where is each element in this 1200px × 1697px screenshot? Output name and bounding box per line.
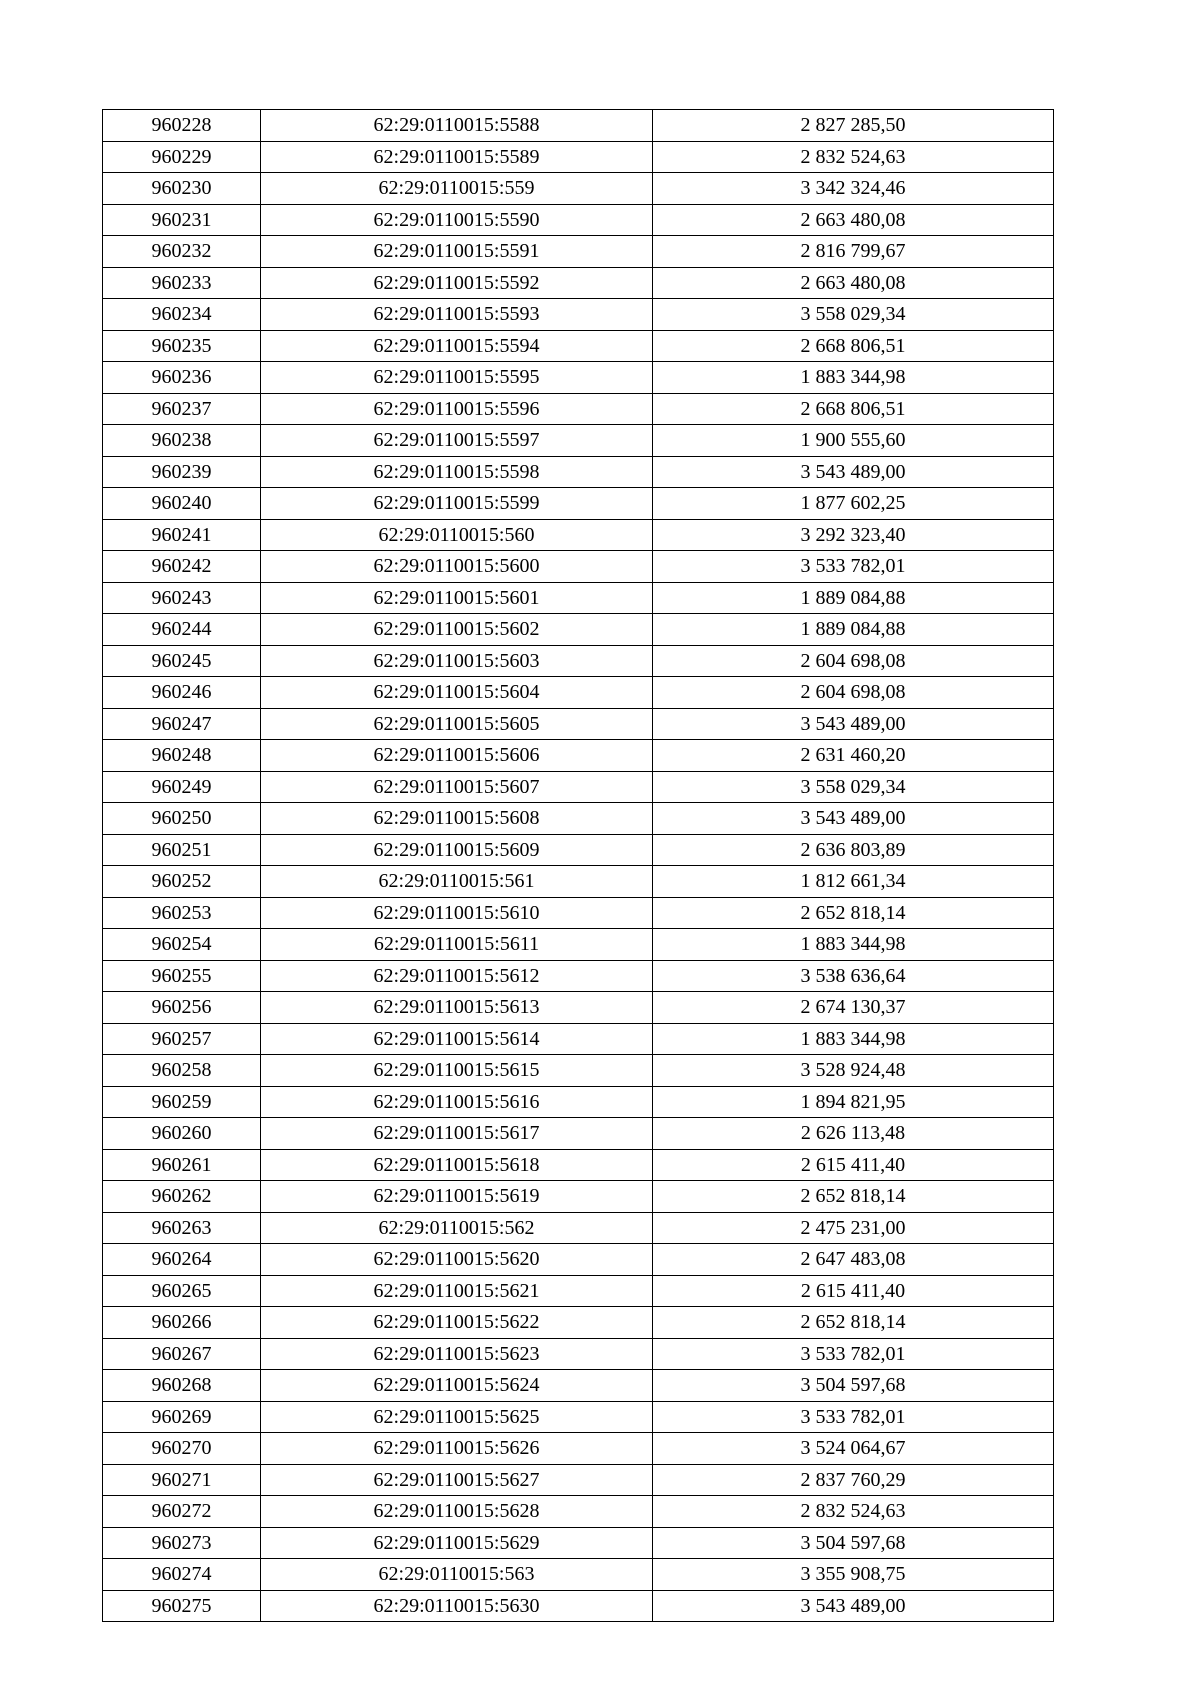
cadastral-number-cell: 62:29:0110015:5614	[261, 1023, 653, 1055]
table-row	[103, 1055, 1054, 1087]
cadastral-number-cell: 62:29:0110015:5602	[261, 614, 653, 646]
table-row	[103, 1275, 1054, 1307]
cadastral-value-cell: 3 355 908,75	[653, 1559, 1054, 1591]
cadastral-number-cell: 62:29:0110015:5589	[261, 141, 653, 173]
row-number-cell: 960266	[103, 1307, 261, 1339]
table-row	[103, 1370, 1054, 1402]
cadastral-value-cell: 2 615 411,40	[653, 1149, 1054, 1181]
cadastral-number-cell: 62:29:0110015:5604	[261, 677, 653, 709]
cadastral-number-cell: 62:29:0110015:5593	[261, 299, 653, 331]
table-row	[103, 141, 1054, 173]
cadastral-value-cell: 3 543 489,00	[653, 708, 1054, 740]
cadastral-value-cell: 2 663 480,08	[653, 204, 1054, 236]
cadastral-value-cell: 2 475 231,00	[653, 1212, 1054, 1244]
cadastral-value-cell: 1 883 344,98	[653, 362, 1054, 394]
table-row	[103, 1244, 1054, 1276]
cadastral-value-cell: 2 647 483,08	[653, 1244, 1054, 1276]
cadastral-number-cell: 62:29:0110015:5608	[261, 803, 653, 835]
cadastral-value-cell: 2 668 806,51	[653, 330, 1054, 362]
cadastral-number-cell: 62:29:0110015:559	[261, 173, 653, 205]
cadastral-number-cell: 62:29:0110015:5621	[261, 1275, 653, 1307]
table-row	[103, 1433, 1054, 1465]
table-row	[103, 897, 1054, 929]
table-row	[103, 929, 1054, 961]
table-row	[103, 393, 1054, 425]
cadastral-value-cell: 3 543 489,00	[653, 803, 1054, 835]
cadastral-number-cell: 62:29:0110015:5607	[261, 771, 653, 803]
cadastral-number-cell: 62:29:0110015:5616	[261, 1086, 653, 1118]
cadastral-number-cell: 62:29:0110015:5615	[261, 1055, 653, 1087]
cadastral-value-cell: 1 883 344,98	[653, 1023, 1054, 1055]
row-number-cell: 960273	[103, 1527, 261, 1559]
cadastral-number-cell: 62:29:0110015:5612	[261, 960, 653, 992]
cadastral-value-cell: 3 558 029,34	[653, 771, 1054, 803]
cadastral-number-cell: 62:29:0110015:561	[261, 866, 653, 898]
cadastral-number-cell: 62:29:0110015:5628	[261, 1496, 653, 1528]
cadastral-number-cell: 62:29:0110015:5601	[261, 582, 653, 614]
cadastral-value-cell: 3 558 029,34	[653, 299, 1054, 331]
row-number-cell: 960275	[103, 1590, 261, 1622]
table-row	[103, 992, 1054, 1024]
cadastral-value-cell: 2 668 806,51	[653, 393, 1054, 425]
row-number-cell: 960268	[103, 1370, 261, 1402]
cadastral-number-cell: 62:29:0110015:5622	[261, 1307, 653, 1339]
cadastral-value-cell: 2 636 803,89	[653, 834, 1054, 866]
cadastral-value-cell: 2 631 460,20	[653, 740, 1054, 772]
cadastral-value-cell: 3 538 636,64	[653, 960, 1054, 992]
table-row	[103, 614, 1054, 646]
cadastral-number-cell: 62:29:0110015:5630	[261, 1590, 653, 1622]
row-number-cell: 960274	[103, 1559, 261, 1591]
row-number-cell: 960245	[103, 645, 261, 677]
table-row	[103, 1307, 1054, 1339]
cadastral-number-cell: 62:29:0110015:5618	[261, 1149, 653, 1181]
cadastral-number-cell: 62:29:0110015:5617	[261, 1118, 653, 1150]
table-row	[103, 1086, 1054, 1118]
row-number-cell: 960258	[103, 1055, 261, 1087]
row-number-cell: 960240	[103, 488, 261, 520]
row-number-cell: 960253	[103, 897, 261, 929]
row-number-cell: 960259	[103, 1086, 261, 1118]
cadastral-number-cell: 62:29:0110015:5605	[261, 708, 653, 740]
cadastral-number-cell: 62:29:0110015:5597	[261, 425, 653, 457]
row-number-cell: 960267	[103, 1338, 261, 1370]
cadastral-number-cell: 62:29:0110015:5606	[261, 740, 653, 772]
table-row	[103, 362, 1054, 394]
row-number-cell: 960244	[103, 614, 261, 646]
cadastral-number-cell: 62:29:0110015:5594	[261, 330, 653, 362]
row-number-cell: 960237	[103, 393, 261, 425]
cadastral-number-cell: 62:29:0110015:562	[261, 1212, 653, 1244]
cadastral-number-cell: 62:29:0110015:5609	[261, 834, 653, 866]
cadastral-number-cell: 62:29:0110015:5598	[261, 456, 653, 488]
row-number-cell: 960261	[103, 1149, 261, 1181]
cadastral-value-cell: 3 533 782,01	[653, 1401, 1054, 1433]
row-number-cell: 960233	[103, 267, 261, 299]
row-number-cell: 960257	[103, 1023, 261, 1055]
table-row	[103, 1118, 1054, 1150]
row-number-cell: 960250	[103, 803, 261, 835]
cadastral-value-cell: 2 827 285,50	[653, 110, 1054, 142]
table-row	[103, 330, 1054, 362]
row-number-cell: 960242	[103, 551, 261, 583]
row-number-cell: 960256	[103, 992, 261, 1024]
cadastral-value-cell: 2 652 818,14	[653, 1181, 1054, 1213]
row-number-cell: 960255	[103, 960, 261, 992]
table-row	[103, 1590, 1054, 1622]
cadastral-number-cell: 62:29:0110015:5588	[261, 110, 653, 142]
cadastral-number-cell: 62:29:0110015:5600	[261, 551, 653, 583]
row-number-cell: 960260	[103, 1118, 261, 1150]
row-number-cell: 960234	[103, 299, 261, 331]
cadastral-value-cell: 1 889 084,88	[653, 614, 1054, 646]
table-row	[103, 1464, 1054, 1496]
row-number-cell: 960265	[103, 1275, 261, 1307]
table-row	[103, 803, 1054, 835]
row-number-cell: 960272	[103, 1496, 261, 1528]
row-number-cell: 960235	[103, 330, 261, 362]
row-number-cell: 960228	[103, 110, 261, 142]
table-row	[103, 1401, 1054, 1433]
cadastral-number-cell: 62:29:0110015:5603	[261, 645, 653, 677]
row-number-cell: 960236	[103, 362, 261, 394]
cadastral-number-cell: 62:29:0110015:5610	[261, 897, 653, 929]
cadastral-value-cell: 1 889 084,88	[653, 582, 1054, 614]
cadastral-number-cell: 62:29:0110015:5626	[261, 1433, 653, 1465]
table-row	[103, 866, 1054, 898]
cadastral-value-cell: 2 652 818,14	[653, 897, 1054, 929]
cadastral-value-cell: 3 533 782,01	[653, 1338, 1054, 1370]
cadastral-number-cell: 62:29:0110015:5623	[261, 1338, 653, 1370]
table-row	[103, 488, 1054, 520]
cadastral-value-cell: 2 604 698,08	[653, 645, 1054, 677]
row-number-cell: 960229	[103, 141, 261, 173]
row-number-cell: 960239	[103, 456, 261, 488]
cadastral-value-cell: 2 674 130,37	[653, 992, 1054, 1024]
row-number-cell: 960248	[103, 740, 261, 772]
cadastral-value-cell: 2 832 524,63	[653, 141, 1054, 173]
cadastral-number-cell: 62:29:0110015:5599	[261, 488, 653, 520]
cadastral-number-cell: 62:29:0110015:560	[261, 519, 653, 551]
table-row	[103, 1338, 1054, 1370]
cadastral-number-cell: 62:29:0110015:5592	[261, 267, 653, 299]
table-row	[103, 425, 1054, 457]
table-row	[103, 110, 1054, 142]
cadastral-value-cell: 3 504 597,68	[653, 1527, 1054, 1559]
cadastral-value-cell: 2 663 480,08	[653, 267, 1054, 299]
table-row	[103, 173, 1054, 205]
row-number-cell: 960251	[103, 834, 261, 866]
table-row	[103, 582, 1054, 614]
cadastral-value-cell: 3 524 064,67	[653, 1433, 1054, 1465]
table-row	[103, 771, 1054, 803]
table-row	[103, 456, 1054, 488]
table-row	[103, 1496, 1054, 1528]
table-row	[103, 1527, 1054, 1559]
row-number-cell: 960231	[103, 204, 261, 236]
row-number-cell: 960270	[103, 1433, 261, 1465]
table-body	[103, 110, 1054, 1622]
row-number-cell: 960249	[103, 771, 261, 803]
table-row	[103, 1181, 1054, 1213]
cadastral-number-cell: 62:29:0110015:5591	[261, 236, 653, 268]
table-row	[103, 1559, 1054, 1591]
cadastral-number-cell: 62:29:0110015:5620	[261, 1244, 653, 1276]
table-row	[103, 1149, 1054, 1181]
row-number-cell: 960264	[103, 1244, 261, 1276]
cadastral-value-cell: 2 837 760,29	[653, 1464, 1054, 1496]
cadastral-value-cell: 2 615 411,40	[653, 1275, 1054, 1307]
row-number-cell: 960241	[103, 519, 261, 551]
cadastral-value-cell: 2 652 818,14	[653, 1307, 1054, 1339]
row-number-cell: 960252	[103, 866, 261, 898]
table-row	[103, 299, 1054, 331]
cadastral-value-cell: 3 292 323,40	[653, 519, 1054, 551]
table-row	[103, 236, 1054, 268]
cadastral-value-cell: 1 883 344,98	[653, 929, 1054, 961]
cadastral-number-cell: 62:29:0110015:5619	[261, 1181, 653, 1213]
table-row	[103, 740, 1054, 772]
table-row	[103, 267, 1054, 299]
cadastral-value-cell: 3 543 489,00	[653, 1590, 1054, 1622]
cadastral-number-cell: 62:29:0110015:5629	[261, 1527, 653, 1559]
row-number-cell: 960246	[103, 677, 261, 709]
table-row	[103, 551, 1054, 583]
cadastral-value-cell: 3 342 324,46	[653, 173, 1054, 205]
cadastral-value-cell: 1 877 602,25	[653, 488, 1054, 520]
row-number-cell: 960247	[103, 708, 261, 740]
cadastral-value-cell: 2 816 799,67	[653, 236, 1054, 268]
cadastral-number-cell: 62:29:0110015:5595	[261, 362, 653, 394]
row-number-cell: 960238	[103, 425, 261, 457]
row-number-cell: 960269	[103, 1401, 261, 1433]
table-row	[103, 1212, 1054, 1244]
cadastral-number-cell: 62:29:0110015:5613	[261, 992, 653, 1024]
row-number-cell: 960262	[103, 1181, 261, 1213]
cadastral-value-table	[102, 109, 1054, 1622]
cadastral-number-cell: 62:29:0110015:5627	[261, 1464, 653, 1496]
cadastral-value-cell: 1 812 661,34	[653, 866, 1054, 898]
cadastral-value-cell: 3 543 489,00	[653, 456, 1054, 488]
cadastral-value-cell: 1 900 555,60	[653, 425, 1054, 457]
table-row	[103, 645, 1054, 677]
cadastral-value-cell: 2 604 698,08	[653, 677, 1054, 709]
row-number-cell: 960263	[103, 1212, 261, 1244]
table-row	[103, 708, 1054, 740]
row-number-cell: 960232	[103, 236, 261, 268]
table-row	[103, 519, 1054, 551]
cadastral-value-cell: 2 626 113,48	[653, 1118, 1054, 1150]
cadastral-number-cell: 62:29:0110015:5590	[261, 204, 653, 236]
table-row	[103, 1023, 1054, 1055]
cadastral-value-cell: 3 528 924,48	[653, 1055, 1054, 1087]
cadastral-number-cell: 62:29:0110015:5596	[261, 393, 653, 425]
cadastral-number-cell: 62:29:0110015:563	[261, 1559, 653, 1591]
row-number-cell: 960254	[103, 929, 261, 961]
cadastral-value-cell: 3 504 597,68	[653, 1370, 1054, 1402]
table-row	[103, 960, 1054, 992]
row-number-cell: 960271	[103, 1464, 261, 1496]
cadastral-value-cell: 1 894 821,95	[653, 1086, 1054, 1118]
table-row	[103, 677, 1054, 709]
table-row	[103, 834, 1054, 866]
cadastral-value-cell: 2 832 524,63	[653, 1496, 1054, 1528]
cadastral-number-cell: 62:29:0110015:5625	[261, 1401, 653, 1433]
row-number-cell: 960243	[103, 582, 261, 614]
row-number-cell: 960230	[103, 173, 261, 205]
cadastral-number-cell: 62:29:0110015:5611	[261, 929, 653, 961]
cadastral-number-cell: 62:29:0110015:5624	[261, 1370, 653, 1402]
cadastral-value-cell: 3 533 782,01	[653, 551, 1054, 583]
table-row	[103, 204, 1054, 236]
